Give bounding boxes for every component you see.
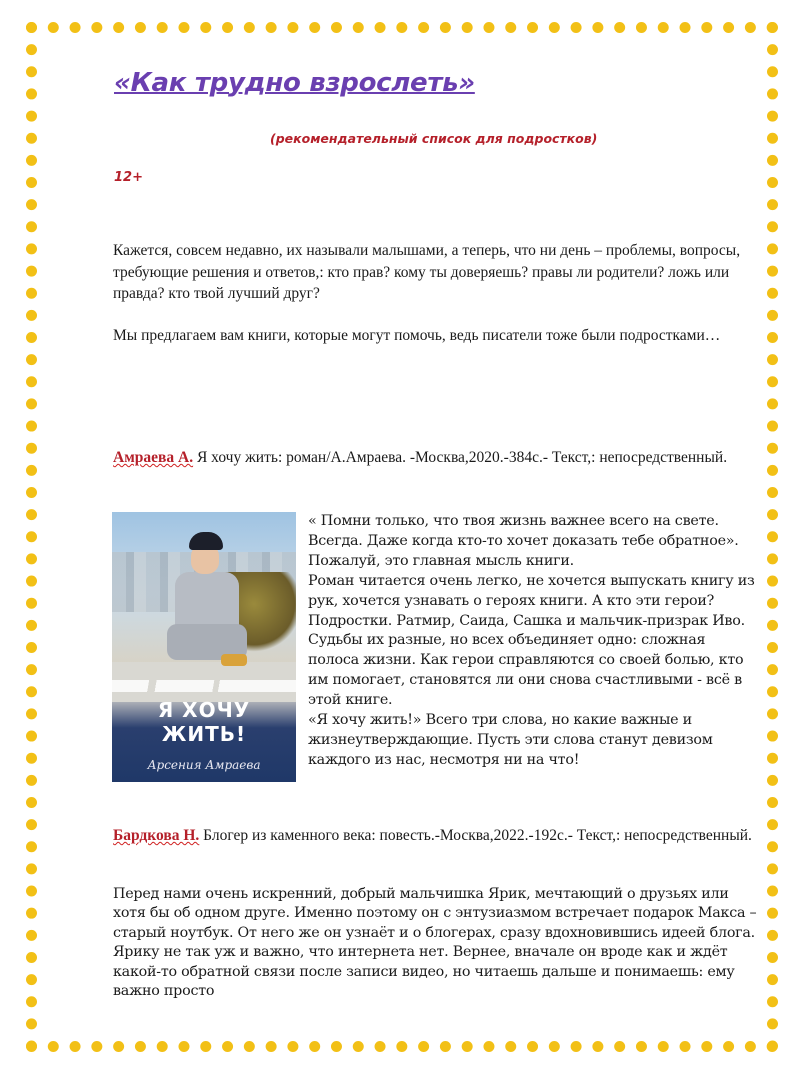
book-1-bibliography: Я хочу жить: роман/А.Амраева. -Москва,2020.-384с.- Текст,: непосредственный. [193, 449, 728, 466]
book-2-bibliography: Блогер из каменного века: повесть.-Москва,2022.-192с.- Текст,: непосредственный. [199, 827, 752, 844]
age-rating: 12+ [114, 170, 143, 185]
cover-person-figure [167, 532, 247, 672]
cover-author-text: Арсения Амраева [147, 758, 261, 772]
cover-torn-edge [112, 680, 296, 692]
intro-paragraph-2: Мы предлагаем вам книги, которые могут помочь, ведь писатели тоже были подростками… [113, 327, 721, 344]
book-entry-2-citation [113, 826, 753, 845]
page-subtitle: (рекомендательный список для подростков) [270, 131, 598, 146]
book-1-cover-image [112, 512, 296, 782]
book-1-description [308, 512, 760, 771]
book-1-description-part-1: « Помни только, что твоя жизнь важнее всего на свете. Всегда. Даже когда кто-то хочет доказать тебе обратное». Пожалуй, это главная мысль книги. [308, 513, 739, 569]
book-2-description: Перед нами очень искренний, добрый мальчишка Ярик, мечтающий о друзьях или хотя бы об одном друге. Именно поэтому он с энтузиазмом встречает подарок Макса – старый ноутбук. От него же он узнаёт и о блогерах, сразу вдохновившись идеей блога. Ярику не так уж и важно, что интернета нет. Вернее, вначале он вроде как и ждёт какой-то обратной связи после записи видео, но читаешь дальше и понимаешь: ему важно просто [113, 886, 757, 1000]
book-2-author: Бардкова Н. [113, 827, 200, 844]
book-1-description-part-3: «Я хочу жить!» Всего три слова, но какие важные и жизнеутверждающие. Пусть эти слова станут девизом каждого из нас, несмотря ни на что! [308, 712, 713, 768]
book-entry-1-citation [113, 448, 753, 467]
book-1-author: Амраева А. [113, 449, 194, 466]
page-title: «Как трудно взрослеть» [114, 68, 475, 98]
cover-title-text: Я ХОЧУ ЖИТЬ! [157, 698, 251, 746]
book-1-description-part-2: Роман читается очень легко, не хочется выпускать книгу из рук, хочется узнавать о героях книги. А кто эти герои? Подростки. Ратмир, Саида, Сашка и мальчик-призрак Иво. Судьбы их разные, но всех объединяет одно: сложная полоса жизни. Как герои справляются со своей болью, кто им помогает, становятся ли они снова счастливыми - всё в этой книге. [308, 572, 755, 709]
intro-paragraph-1: Кажется, совсем недавно, их называли малышами, а теперь, что ни день – проблемы, вопросы, требующие решения и ответов,: кто прав? кому ты доверяешь? правы ли родители? ложь или правда? кто твой лучший друг? [113, 242, 741, 302]
